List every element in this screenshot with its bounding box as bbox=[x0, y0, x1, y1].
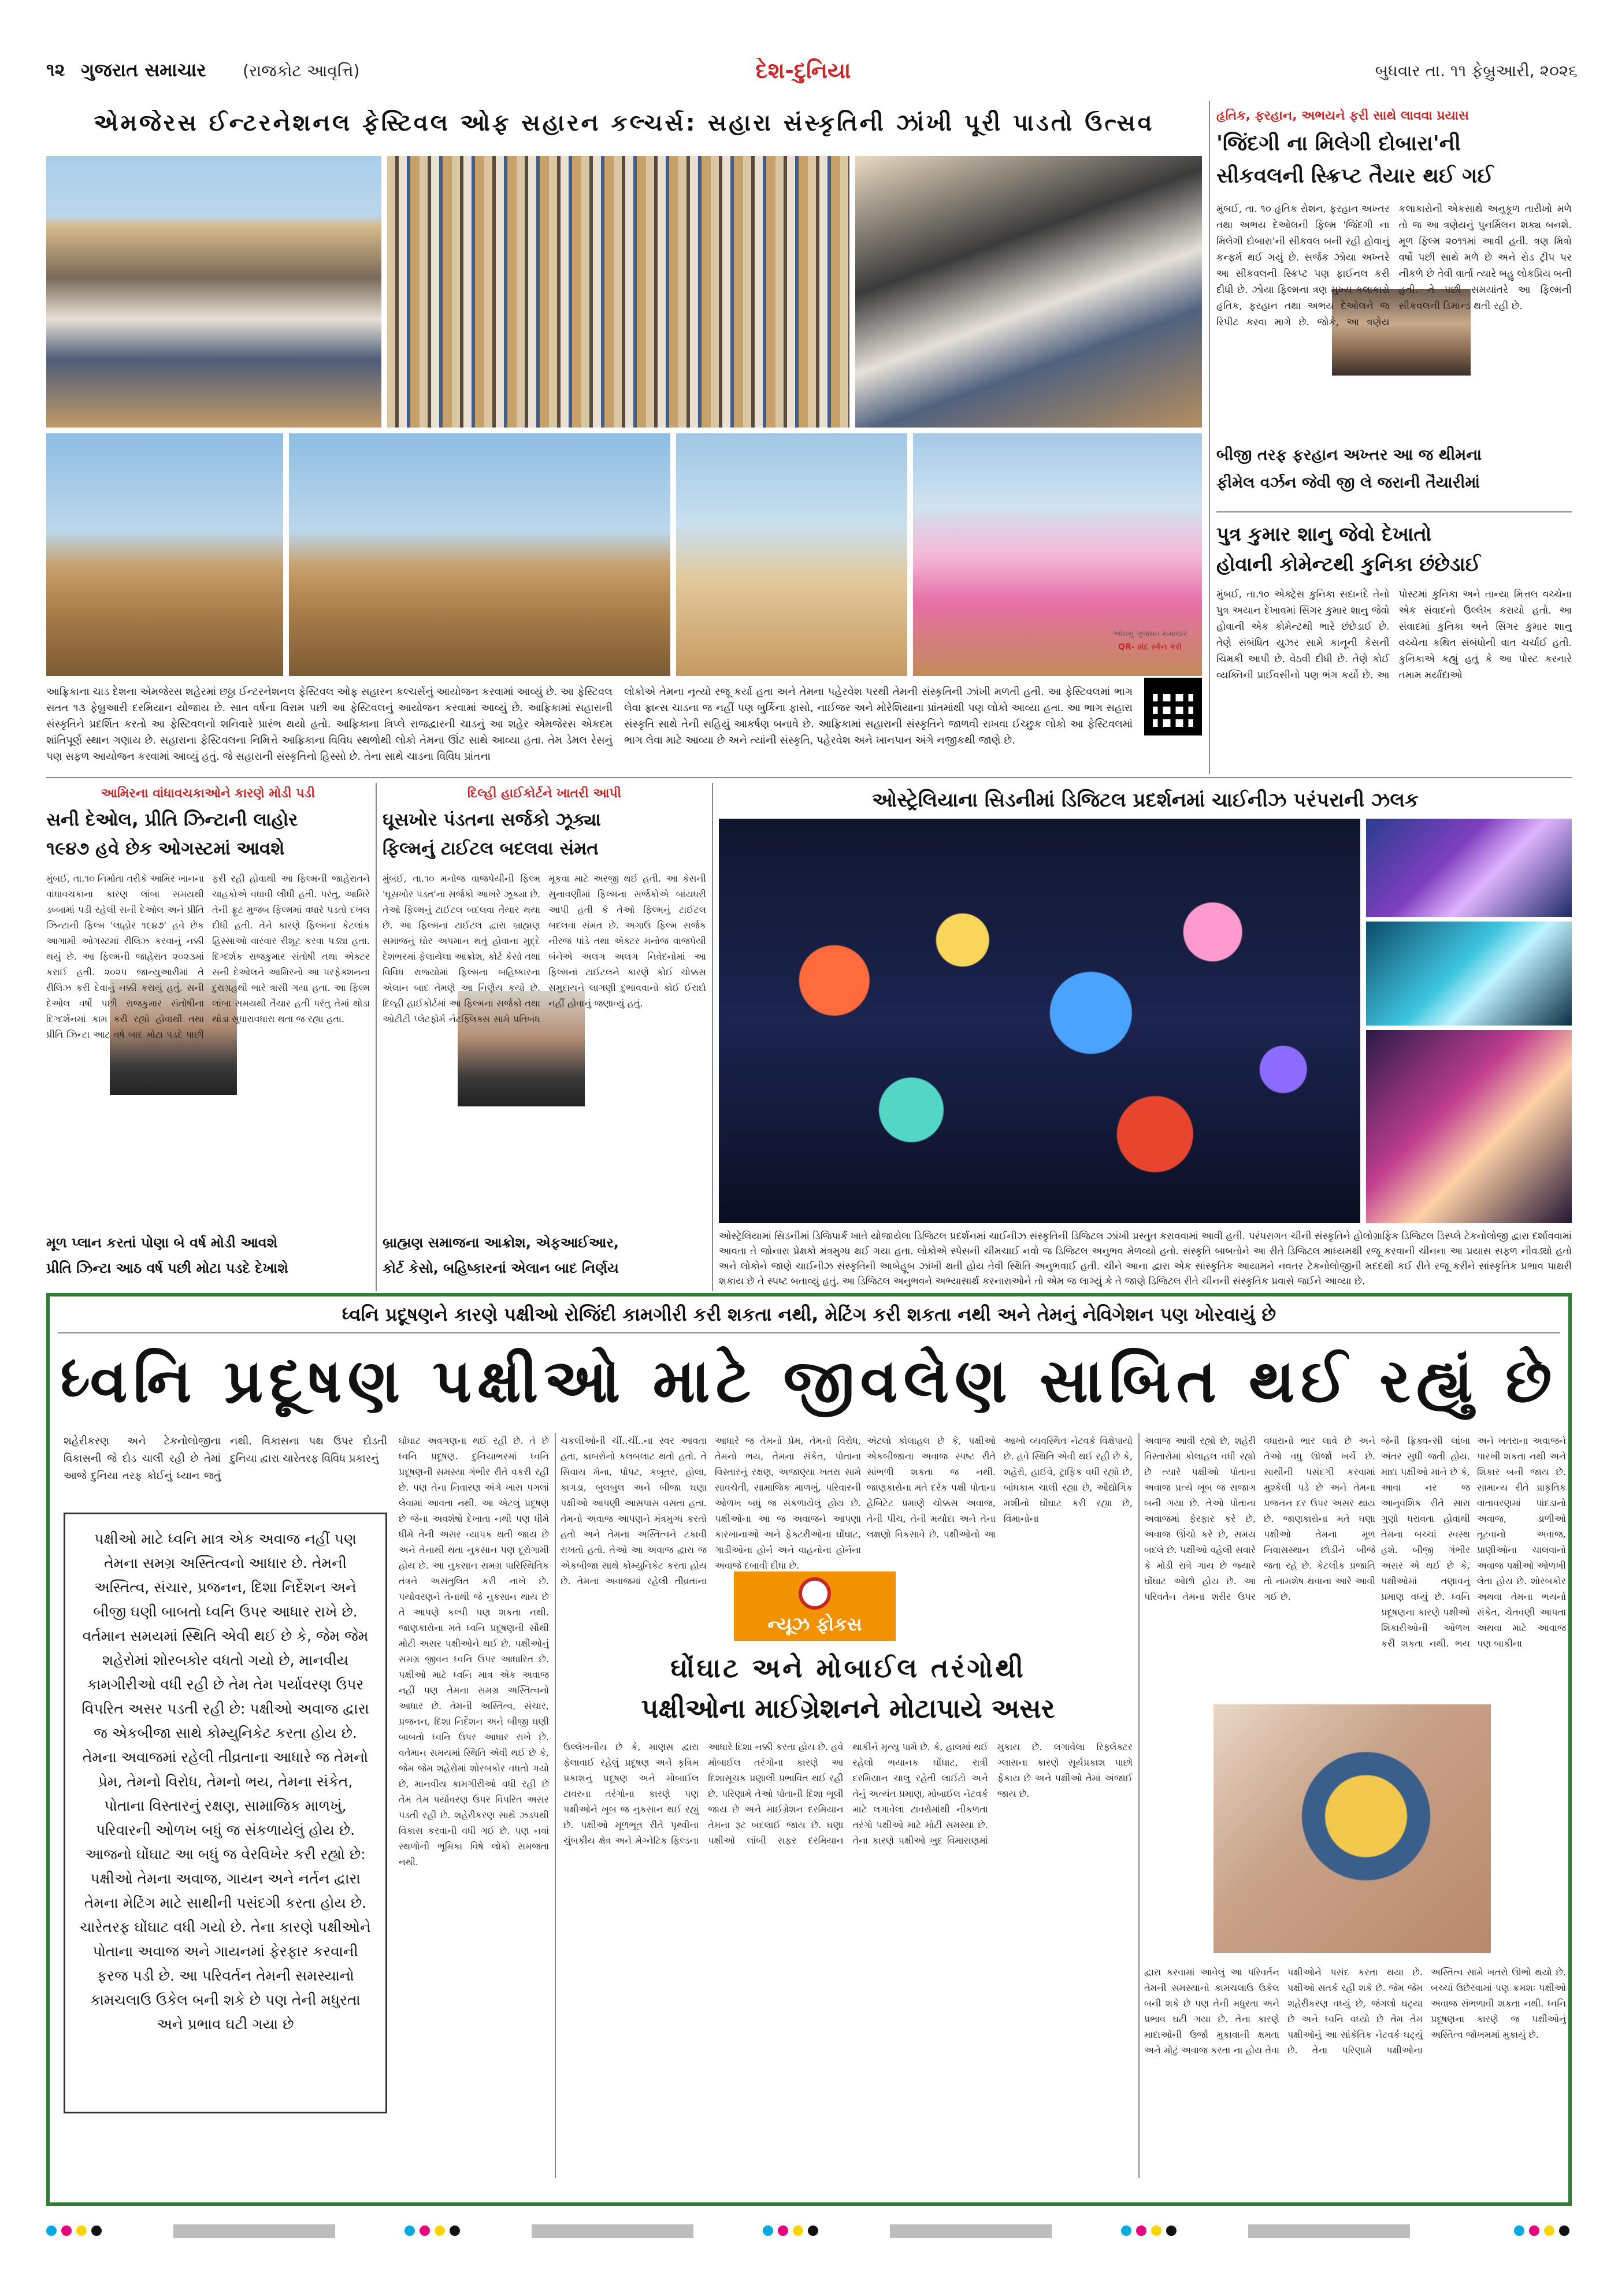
ghooskhor-footer-1: બ્રાહ્મણ સમાજના આક્રોશ, એફઆઈઆર, bbox=[383, 1235, 619, 1251]
shanu-story bbox=[1216, 517, 1572, 777]
magenta-dot bbox=[420, 2226, 430, 2236]
znmd-subhead-1: બીજી તરફ ફરહાન અખ્તર આ જ થીમના bbox=[1216, 446, 1482, 464]
magenta-dot bbox=[61, 2226, 72, 2236]
noise-pullquote bbox=[64, 1513, 387, 2113]
lahore-kicker: આમિરના વાંધાવચકાઓને કારણે મોડી પડી bbox=[101, 786, 316, 801]
paper-name: ગુજરાત સમાચાર bbox=[81, 59, 206, 81]
ghooskhor-headline-1: ઘૂસખોર પંડતના સર્જકો ઝૂક્યા bbox=[383, 809, 601, 830]
festival-photo-pink-dancers bbox=[913, 433, 1202, 676]
noise-body-c: એટલો કોલાહલ છે કે, પક્ષીઓ એકબીજાના અવાજ સ્પષ્ટ રીતે સાંભળી શકતા જ નથી. જાણકારોના મતે દરેક પક્ષી પોતાના હેબિટેટ પ્રમાણે ચોક્કસ અવાજ, તેની પીચ, તેની મર્યાદા અને તેના લક્ષણો વિકસાવે છે. પક્ષીઓનો આ આખો વ્યવસ્થિત નેટવર્ક વિક્ષેપાયો છે. હવે સ્થિતિ એવી થઈ રહી છે કે, શહેરો, હાઈવે, ટ્રાફિક વધી રહ્યો છે, બાંધકામ ચાલી રહ્યા છે, ઔદ્યોગિક મશીનો ઘોંઘાટ કરી રહ્યા છે, વિમાનોના bbox=[867, 1435, 1133, 1540]
sydney-photo-3 bbox=[1366, 1030, 1572, 1223]
news-focus-label: ન્યૂઝ ફોકસ bbox=[767, 1613, 862, 1635]
noise-headline: ધ્વનિ પ્રદૂષણ પક્ષીઓ માટે જીવલેણ સાબિત થઈ રહ્યું છે bbox=[60, 1346, 1558, 1416]
yellow-dot bbox=[793, 2226, 803, 2236]
yellow-dot bbox=[76, 2226, 87, 2236]
lahore-headline-2: ૧૯૪૭ હવે છેક ઓગસ્ટમાં આવશે bbox=[46, 838, 285, 859]
masthead bbox=[0, 0, 1618, 87]
festival-photo-camel-rider bbox=[46, 156, 381, 428]
noise-body-d: ઉલ્લેખનીય છે કે, માણસ દ્વારા ફેલાવાઈ રહેલું પ્રદૂષણ અને કૃત્રિમ પ્રકાશનું પ્રદૂષણ અને મોબાઈલ ટાવરના તરંગોના કારણે પણ પક્ષીઓને ખૂબ જ નુકસાન થઈ રહ્યું છે. પક્ષીઓ મૂળભૂત રીતે પૃથ્વીના ચુંબકીય ક્ષેત્ર અને મેગ્નેટિક ફિલ્ડના આધારે દિશા નક્કી કરતા હોય છે. હવે મોબાઈલ તરંગોના કારણે આ દિશાસૂચક પ્રણાલી પ્રભાવિત થઈ રહી છે. પરિણામે તેઓ પોતાની દિશા ભૂલી જાય છે અને માઈગ્રેશન દરમિયાન તેમના રૂટ બદલાઈ જાય છે. ઘણા પક્ષીઓ લાંબી સફર દરમિયાન થાકીને મૃત્યુ પામે છે. કે, હાલમાં થઈ રહેલો ભયાનક ઘોંઘાટ, રાત્રી દરમિયાન ચાલુ રહેતી લાઈટો અને તેનું અત્યંત પ્રમાણ, મોબાઈલ નેટવર્ક માટે લગાવેલા ટાવરોમાંથી નીકળતા તરંગો પક્ષીઓ માટે મોટી સમસ્યા છે. તેના કારણે પક્ષીઓ ખુદ વિમાસણમાં મુકાય છે. લગાવેલા રિફ્લેક્ટર ગ્લાસના કારણે સૂર્યપ્રકાશ પાછો ફેંકાય છે અને પક્ષીઓ તેમાં અંજાઈ જાય છે. bbox=[563, 1741, 1133, 1846]
page-number: ૧૨ bbox=[46, 60, 65, 80]
column-divider bbox=[1138, 1433, 1140, 2178]
registration-strip bbox=[1248, 2224, 1410, 2238]
bird-photo bbox=[1214, 1704, 1491, 1953]
column-divider bbox=[376, 783, 377, 1291]
registration-strip bbox=[173, 2224, 335, 2238]
column-divider bbox=[1209, 101, 1210, 774]
noise-body-f: જેની ફ્રિક્વન્સી લાંબા અંતર સુધી જતી હોય. માદા પક્ષીઓ માને છે કે, આવા નર જ આનુવંશિક રીતે સારા ગુણો ધરાવતા હોવાથી તેમના બચ્ચાં સ્વસ્થ હશે. બીજી ગંભીર અસર એ થઈ છે કે, પક્ષીઓમાં તણાવનું પ્રમાણ વધ્યું છે. ધ્વનિ પ્રદૂષણના કારણે પક્ષીઓ શિકારીઓની ઓળખ કરી શકતા નથી. ભય અને ખતરાના અવાજને પારખી શકતા નથી અને શિકાર બની જાય છે. સામાન્ય રીતે પ્રાકૃતિક વાતાવરણમાં પાંદડાનો અવાજ, ડાળીઓ તૂટવાનો અવાજ, પ્રાણીઓના ચાલવાનો અવાજ પક્ષીઓ ઓળખી લેતા હોય છે. શોરબકોર અથવા તેમના ભયનો સંકેત, ચેતવણી આપતા અથવા માટે આવાજ પણ બાકીના bbox=[1381, 1435, 1566, 1649]
znmd-kicker: હૃતિક, ફરહાન, અભયને ફરી સાથે લાવવા પ્રયાસ bbox=[1216, 109, 1469, 123]
noise-body-a: ઘોંઘાટ અવગણના થઈ રહી છે. તે છે ધ્વનિ પ્રદૂષણ. દુનિયાભરમાં ધ્વનિ પ્રદૂષણની સમસ્યા ગંભીર રીતે વકરી રહી છે. પણ તેના નિવારણ અંગે ખાસ પગલાં લેવામાં આવતા નથી. આ એટલું પ્રદૂષણ છે જેના અવશેષો દેખાતા નથી પણ ધીમે ધીમે તેની અસર વ્યાપક થતી જાય છે અને તેનાથી થતા નુકસાન પણ દૂરોગામી હોય છે. આ નુકસાન સમગ્ર પારિસ્થિતિક તંત્રને અસંતુલિત કરી નાખે છે. પર્યાવરણને તેનાથી જે નુકસાન થાય છે તે આપણે કલ્પી પણ શકતા નથી. જાણકારોના મતે ધ્વનિ પ્રદૂષણની સૌથી મોટી અસર પક્ષીઓને થઈ છે. પક્ષીઓનું સમગ્ર જીવન ધ્વનિ ઉપર આધારિત છે. પક્ષીઓ માટે ધ્વનિ માત્ર એક અવાજ નહીં પણ તેમના સમગ્ર અસ્તિત્વનો આધાર છે. તેમની અસ્તિત્વ, સંચાર, પ્રજનન, દિશા નિર્દેશન અને બીજી ઘણી બાબતો ધ્વનિ ઉપર આધાર રાખે છે. વર્તમાન સમયમાં સ્થિતિ એવી થઈ છે કે, જેમ જેમ શહેરોમાં શોરબકોર વધતો ગયો છે, માનવીય કામગીરીઓ વધી રહી છે તેમ તેમ પર્યાવરણ ઉપર વિપરિત અસર પડતી રહી છે. શહેરીકરણ સાથે ઝડપથી વિકાસ કરવાની વધી ગઈ છે. પણ નવાં સ્થળોની ભૂમિકા વિષે લોકો સમજતા નથી. bbox=[399, 1435, 549, 1867]
noise-body-g: દ્વારા કરવામાં આવેલું આ પરિવર્તન તેમની સમસ્યાનો કામચલાઉ ઉકેલ બની શકે છે પણ તેની મધુરતા અને પ્રભાવ ઘટી ગયા છે. તેના કારણે માદાઓની ઉર્જા મુકાવાની ક્ષમતા અને મોટું અવાજ કરતા ના હોય તેવા પક્ષીઓને પસંદ કરતા થયા છે. પક્ષીઓ સતર્ક રહી શકે છે. જેમ જેમ શહેરીકરણ વધ્યું છે, જંગલો ઘટ્યા છે અને ધ્વનિ વધ્યો છે તેમ તેમ પક્ષીઓનું આ સાંકેતિક નેટવર્ક ઘટ્યું છે. તેના પરિણામે પક્ષીઓના અસ્તિત્વ સામે ખતરો ઊભો થયો છે. બચ્ચાં ઉછેરવામાં પણ ક્રમશઃ પક્ષીઓ અવાજ સંભળાવી શકતા નથી. ધ્વનિ પ્રદૂષણના કારણે જ પક્ષીઓનું અસ્તિત્વ જોખમમાં મુકાયું છે. bbox=[1144, 1967, 1566, 2056]
festival-photo-desert-crowd bbox=[676, 433, 907, 676]
znmd-body: મુંબઈ, તા. ૧૦ હૃતિક રોશન, ફરહાન અખ્તર તથા અભય દેઓલની ફિલ્મ 'જિંદગી ના મિલેગી દોબારા'ની સીકવલ બની રહી હોવાનું કન્ફર્મ થઈ ગયું છે. સર્જક ઝોયા અખ્તરે આ સીકવલની સ્ક્રિપ્ટ પણ ફાઈનલ કરી દીધી છે. ઝોયા ફિલ્મના ત્રણ મુખ્ય કલાકારો હૃતિક, ફરહાન તથા અભય દેઓલને જ રિપીટ કરવા માગે છે. જોકે, આ ત્રણેય કલાકારોની એકસાથે અનુકૂળ તારીખો મળે તો જ આ ત્રણેયનું પુનર્મિલન શક્ય બનશે. મૂળ ફિલ્મ ૨૦૧૧માં આવી હતી. ત્રણ મિત્રો વર્ષો પછી સાથે મળે છે અને રોડ ટ્રીપ પર નીકળે છે તેવી વાર્તા ત્યારે બહુ લોકપ્રિય બની હતી. તે પછી સમયાંતરે આ ફિલ્મની સીકવલની ડિમાન્ડ થતી રહી છે. bbox=[1216, 203, 1572, 328]
festival-caption-right: લોકોએ તેમના નૃત્યો રજૂ કર્યા હતા અને તેમના પહેરવેશ પરથી તેમની સંસ્કૃતિની ઝાંખી મળતી હતી. આ ફેસ્ટિવલમાં ભાગ લેવા ફ્રાન્સ ચાડના જ નહીં પણ બુર્કિના ફાસો, નાઈજર અને મોરેશિયાના પ્રાંતમાંથી પણ લોકો આવ્યા હતા. આ ભાગ સહારા સંસ્કૃતિ સાથે તેની સહિયું આકર્ષણ બનાવે છે. આફ્રિકામાં સહારાની સંસ્કૃતિને જાળવી રાખવા ઈચ્છુક લોકો આ ફેસ્ટિવલમાં ભાગ લેવા માટે આવ્યા છે અને ત્યાંની સંસ્કૃતિ, પહેરવેશ અને ખાનપાન અંગે નજીકથી જાણે છે. bbox=[624, 686, 1133, 746]
registration-strip bbox=[532, 2224, 693, 2238]
znmd-subhead-2: ફીમેલ વર્ઝન જેવી જી લે જરાની તૈયારીમાં bbox=[1216, 474, 1480, 492]
black-dot bbox=[1559, 2226, 1569, 2236]
black-dot bbox=[91, 2226, 102, 2236]
festival-photo-dancers bbox=[855, 156, 1202, 428]
sydney-headline: ઓસ્ટ્રેલિયાના સિડનીમાં ડિજિટલ પ્રદર્શનમાં ચાઈનીઝ પરંપરાની ઝલક bbox=[871, 789, 1419, 812]
noise-body-e: અવાજ આવી રહ્યો છે, શહેરી વિસ્તારોમાં કોલાહલ વધી રહ્યો છે ત્યારે પક્ષીઓ પોતાના અવાજ પ્રત્યે ખૂબ જ સજાગ બની ગયા છે. તેઓ પોતાના અવાજમાં ફેરફાર કરે છે, અવાજ ઊંચો કરે છે, સમય બદલે છે. પક્ષીઓ વહેલી સવારે કે મોડી રાત્રે ગાય છે જ્યારે ઘોંઘાટ ઓછો હોય છે. આ પરિવર્તન તેમના શરીર ઉપર વધારાનો ભાર લાવે છે અને તેઓ વધુ ઊર્જા ખર્ચે છે. સાથીની પસંદગી કરવામાં મુશ્કેલી પડે છે અને તેમના પ્રજનન દર ઉપર અસર થાય છે. જાણકારોના મતે ઘણા પક્ષીઓ તેમના મૂળ નિવાસસ્થાન છોડીને બીજે જતા રહે છે. કેટલીક પ્રજાતિ તો નામશેષ થવાના આરે આવી ગઈ છે. bbox=[1144, 1435, 1375, 1602]
festival-photo-camels bbox=[289, 433, 670, 676]
column-divider bbox=[712, 783, 713, 1291]
sydney-photo-lanterns bbox=[719, 819, 1360, 1223]
sydney-photo-2 bbox=[1366, 922, 1572, 1026]
pullquote-text: પક્ષીઓ માટે ધ્વનિ માત્ર એક અવાજ નહીં પણ તેમના સમગ્ર અસ્તિત્વનો આધાર છે. તેમની અસ્તિત્વ, સંચાર, પ્રજનન, દિશા નિર્દેશન અને બીજી ઘણી બાબતો ધ્વનિ ઉપર આધાર રાખે છે. વર્તમાન સમયમાં સ્થિતિ એવી થઈ છે કે, જેમ જેમ શહેરોમાં શોરબકોર વધતો ગયો છે, માનવીય કામગીરીઓ વધી રહી છે તેમ તેમ પર્યાવરણ ઉપર વિપરિત અસર પડતી રહી છે: પક્ષીઓ અવાજ દ્વારા જ એકબીજા સાથે કોમ્યુનિકેટ કરતા હોય છે. તેમના અવાજમાં રહેલી તીવ્રતાના આધારે જ તેમનો પ્રેમ, તેમનો વિરોધ, તેમનો ભય, તેમના સંકેત, પોતાના વિસ્તારનું રક્ષણ, સામાજિક માળખું, પરિવારની ઓળખ બધું જ સંકળાયેલું હોય છે. આજનો ઘોંઘાટ આ બધું જ વેરવિખેર કરી રહ્યો છે: પક્ષીઓ તેમના અવાજ, ગાયન અને નર્તન દ્વારા તેમના મેટિંગ માટે સાથીની પસંદગી કરતા હોય છે. ચારેતરફ ઘોંઘાટ વધી ગયો છે. તેના કારણે પક્ષીઓને પોતાના અવાજ અને ગાયનમાં ફેરફાર કરવાની ફરજ પડી છે. આ પરિવર્તન તેમની સમસ્યાનો કામચલાઉ ઉકેલ બની શકે છે પણ તેની મધુરતા અને પ્રભાવ ઘટી ગયા છે bbox=[80, 1530, 371, 2033]
sydney-photo-1 bbox=[1366, 819, 1572, 917]
ghooskhor-footer-2: કોર્ટ કેસો, બહિષ્કારનાં એલાન બાદ નિર્ણય bbox=[383, 1260, 619, 1276]
section-divider bbox=[46, 777, 1572, 778]
ghooskhor-headline-2: ફિલ્મનું ટાઈટલ બદલવા સંમત bbox=[383, 838, 599, 859]
znmd-story bbox=[1216, 104, 1572, 508]
noise-intro: શહેરીકરણ અને ટેકનોલોજીના વિકાસની જે દોડ ચાલી રહી છે તેમાં આજે દુનિયા તરફ કોઈનું ધ્યાન જતું નથી. વિકાસના પથ ઉપર દોડતી દુનિયા દ્વારા ચારેતરફ વિવિધ પ્રકારનું bbox=[64, 1435, 387, 1482]
registration-strip bbox=[890, 2224, 1052, 2238]
section-divider bbox=[1216, 511, 1572, 512]
section-label: દેશ-દુનિયા bbox=[755, 58, 851, 83]
ghooskhor-story bbox=[383, 783, 706, 1291]
znmd-headline-1: 'જિંદગી ના મિલેગી દોબારા'ની bbox=[1216, 132, 1461, 155]
cyan-dot bbox=[763, 2226, 773, 2236]
registration-footer bbox=[46, 2217, 1572, 2246]
festival-story bbox=[46, 97, 1202, 773]
noise-kicker: ધ્વનિ પ્રદૂષણને કારણે પક્ષીઓ રોજિંદી કામગીરી કરી શકતા નથી, મેટિંગ કરી શકતા નથી અને તેમનું નેવિગેશન પણ ખોરવાયું છે bbox=[342, 1303, 1276, 1325]
lahore-headline-1: સની દેઓલ, પ્રીતિ ઝિન્ટાની લાહોર bbox=[46, 809, 298, 830]
festival-caption-left: આફ્રિકાના ચાડ દેશના એમજેરસ શહેરમાં છઠ્ઠા ઈન્ટરનેશનલ ફેસ્ટિવલ ઓફ સહારન કલ્ચર્સનું આયોજન કરવામાં આવ્યું છે. આ ફેસ્ટિવલ સતત ૧૩ ફેબ્રુઆરી દરમિયાન યોજાય છે. સાત વર્ષના વિરામ પછી આ ફેસ્ટિવલનું આયોજન કરવામાં આવ્યું છે. આફ્રિકામાં સહારાની સંસ્કૃતિને પ્રદર્શિત કરતો આ ફેસ્ટિવલનો શનિવારે પ્રારંભ થયો હતો. આફ્રિકાના ત્રિપ્લે રાજદ્વારની ચાડનું આ શહેર એમજેરસ એકદમ શાંતિપૂર્ણ સ્થાન ગણાય છે. સહારાના ફેસ્ટિવલના નિમિત્તે આફ્રિકાના વિવિધ સ્થળોથી લોકો તેમના ઊંટ સાથે આવ્યા હતા. તેમ ડેમલ રેસનું પણ સફળ આયોજન કરવામાં આવ્યું હતું. જે સહારાની સંસ્કૃતિનો હિસ્સો છે. તેના સાથે ચાડના વિવિધ પ્રાંતના bbox=[46, 686, 613, 763]
yellow-dot bbox=[435, 2226, 445, 2236]
shanu-body: મુંબઈ, તા.૧૦ એક્ટ્રેસ કુનિકા સદાનંદે તેનો પુત્ર અયાન દેખાવમાં સિંગર કુમાર શાનુ જેવો હોવાની એક કોમેન્ટથી ભારે છંછેડાઈ છે. તેણે સંબંધિત યુઝર સામે કાનૂની કેસની ચિમકી આપી છે. વેઠવી દીધી છે. તેણે કોઈ વ્યક્તિની પ્રાઈવસીનો પણ ભંગ કર્યો છે. આ પોસ્ટમાં કુનિકા અને તાન્યા મિત્તલ વચ્ચેના એક સંવાદનો ઉલ્લેખ કરાયો હતો. આ સંવાદમાં કુનિકા અને સિંગર કુમાર શાનુ વચ્ચેના કથિત સંબંધોની વાત ચર્ચાઈ હતી. કુનિકાએ કહ્યું હતું કે આ પોસ્ટ કરનારે તમામ મર્યાદાઓ bbox=[1216, 589, 1572, 681]
magenta-dot bbox=[778, 2226, 788, 2236]
ghooskhor-kicker: દિલ્હી હાઈકોર્ટને ખાતરી આપી bbox=[467, 786, 622, 801]
lahore-body: મુંબઈ, તા.૧૦ નિર્માતા તરીકે આમિર ખાનના વાંધાવચકાના કારણ લાંબા સમયથી ડબ્બામાં પડી રહેલી સની દેઓલ અને પ્રીતિ ઝિન્ટાની ફિલ્મ 'લાહોર ૧૯૪૭' હવે છેક આગામી ઓગસ્ટમાં રીલિઝ કરવાનું નક્કી થયું છે. આ ફિલ્મની જાહેરાત ૨૦૨૩માં કરાઈ હતી. ૨૦૨૫ જાન્યુઆરીમાં તે રીલિઝ કરી દેવાનું નક્કી કરાયું હતું. સની દેઓલ વર્ષો પછી રાજકુમાર સંતોષીના દિગ્દર્શનમાં કામ કરી રહ્યો હોવાથી તથા પ્રીતિ ઝિન્ટા આટ વર્ષ બાદ મોટા પડદે પાછી ફરી રહી હોવાથી આ ફિલ્મની જાહેરાતને ચાહકોએ વધાવી લીધી હતી. પરંતુ, આમિરે તેની ફ્રૂટ મુજબ ફિલ્મમાં વધારે પડતો દખલ દીધી હતી. તેને કારણે ફિલ્મના કેટલાંક હિસ્સાઓ વારંવાર રીશૂટ કરવા પડ્યા હતા. દિગ્દર્શક રાજકુમાર સંતોષી તથા એક્ટર સની દેઓલને આમિરનો આ પરફેક્શનના દુરાગ્રહથી ભારે ત્રાસી ગયા હતા. આ ફિલ્મ લાંબા સમયથી તૈયાર હતી પરંતુ તેમાં થોડા થોડા સુધારાવધારા થતા જ રહ્યા હતા. bbox=[46, 873, 370, 1040]
shanu-headline-2: હોવાની કોમેન્ટથી કુનિકા છંછેડાઈ bbox=[1216, 553, 1481, 576]
festival-photo-musician bbox=[46, 433, 283, 676]
qr-brand-label: ઓલસુ ગુજરાત સમાચાર bbox=[1112, 630, 1187, 638]
cyan-dot bbox=[1121, 2226, 1131, 2236]
lahore-footer-1: મૂળ પ્લાન કરતાં પોણા બે વર્ષ મોડી આવશે bbox=[46, 1235, 278, 1251]
sydney-caption: ઓસ્ટ્રેલિયામાં સિડનીમાં ડિજિપાર્ક ખાતે યોજાયેલા ડિજિટલ પ્રદર્શનમાં ચાઈનીઝ સંસ્કૃતિની ડિજિટલ ઝાંખી પ્રસ્તુત કરાવવામાં આવી હતી. પરંપરાગત ચીની સંસ્કૃતિને હોલોગ્રાફિક ડિજિટલ ડિસ્પ્લે ટેકનોલોજી દ્વારા દર્શાવવામાં આવતા તે જોનારા પ્રેક્ષકો મંત્રમુગ્ધ થઈ ગયા હતા. લોકોએ સ્પેસની ચીમચાઈ નવો જ ડિજિટલ અનુભવ મેળવ્યો હતો. સંસ્કૃતિ બાબતોને આ રીતે ડિજિટલ માધ્યમથી રજૂ કરવાની ચીનના આ પ્રયાસ સફળ નીવડ્યો હતો અને લોકોને જાણે ચાઈનીઝ સંસ્કૃતિની આબેહૂબ ઝાંખી થતી હોય તેવી સ્થિતિ અનુભવાઈ હતી. ચીને આના દ્વારા એક સાંસ્કૃતિક આયામને નવતર ટેકનોલોજીની મદદથી કઈ રીતે રજૂ કરીને સાંસ્કૃતિક પ્રભાવ પાથરી શકાય છે તે સ્પષ્ટ બતાવ્યું હતું. આ ડિજિટલ અનુભવને અભ્યાસાર્થ કરનારાઓને તો એમ જ લાગ્યું કે તે જાણે ડિજિટલ રીતે ચીનની સંસ્કૃતિક પ્રવાસે જઈને આવ્યા છે. bbox=[719, 1231, 1572, 1287]
kicker-rule bbox=[58, 1332, 1560, 1333]
black-dot bbox=[808, 2226, 818, 2236]
cyan-dot bbox=[1514, 2226, 1524, 2236]
znmd-headline-2: સીકવલની સ્ક્રિપ્ટ તૈયાર થઈ ગઈ bbox=[1216, 164, 1494, 188]
noise-sub-headline-2: પક્ષીઓના માઈગ્રેશનને મોટાપાયે અસર bbox=[641, 1693, 1055, 1724]
yellow-dot bbox=[1544, 2226, 1554, 2236]
magenta-dot bbox=[1136, 2226, 1146, 2236]
qr-scan-label: QR- સંદ સ્કેન કરો bbox=[1118, 642, 1182, 652]
magenta-dot bbox=[1529, 2226, 1539, 2236]
yellow-dot bbox=[1151, 2226, 1161, 2236]
black-dot bbox=[1166, 2226, 1177, 2236]
sydney-story bbox=[719, 783, 1572, 1291]
noise-body-b: ચકલીઓની ચીં..ચીં..ના સ્વર આવતા હતા, કાબરોનો કલબલાટ થતો હતો. તે સિવાય મેના, પોપટ, કબૂતર, હોલા, કાગડા, બુલબુલ અને બીજા ઘણા પક્ષીઓ આપણી આસપાસ વસતા હતા. તેમનો અવાજ આપણને મંત્રમુગ્ધ કરતો હતો અને તેમના અસ્તિત્વને ટકાવી રાખતો હતો. તેઓ આ અવાજ દ્વારા જ એકબીજા સાથે કોમ્યુનિકેટ કરતા હોય છે. તેમના અવાજમાં રહેલી તીવ્રતાના આધારે જ તેમનો પ્રેમ, તેમનો વિરોધ, તેમનો ભય, તેમના સંકેત, પોતાના વિસ્તારનું રક્ષણ, અજાણ્યા ખતરા સામે સાવચેતી, સામાજિક માળખું, પરિવારની ઓળખ બધું જ સંકળાયેલું હોય છે. પક્ષીઓના આ જ અવાજને આપણા કારખાનાઓ અને ફેક્ટરીઓના ઘોંઘાટ, ગાડીઓના હોર્ન અને વાહનોના હોર્નના અવાજે દબાવી દીધા છે. bbox=[561, 1435, 861, 1587]
qr-code[interactable] bbox=[1144, 678, 1202, 735]
date-line: બુધવાર તા. ૧૧ ફેબ્રુઆરી, ૨૦૨૬ bbox=[1375, 61, 1578, 80]
black-dot bbox=[450, 2226, 460, 2236]
festival-headline: એમજેરસ ઈન્ટરનેશનલ ફેસ્ટિવલ ઓફ સહારન કલ્ચર્સ: સહારા સંસ્કૃતિની ઝાંખી પૂરી પાડતો ઉત્સવ bbox=[94, 110, 1155, 136]
noise-sub-headline-1: ઘોંઘાટ અને મોબાઈલ તરંગોથી bbox=[670, 1652, 1026, 1684]
lahore-footer-2: પ્રીતિ ઝિન્ટા આઠ વર્ષ પછી મોટા પડદે દેખાશે bbox=[46, 1260, 288, 1276]
lahore-story bbox=[46, 783, 370, 1291]
edition-label: (રાજકોટ આવૃત્તિ) bbox=[243, 61, 360, 80]
ghooskhor-body: મુંબઈ, તા.૧૦ મનોજ વાજપેયીની ફિલ્મ 'ઘૂસખોર પંડત'ના સર્જકો આખરે ઝૂક્યા છે. તેઓ ફિલ્મનું ટાઈટલ બદલવા તૈયાર થયા છે. આ ફિલ્મના ટાઈટલ દ્વારા બ્રાહ્મણ સમાજનું ઘોર અપમાન થતું હોવાના મુદ્દે દેશભરમાં ફેલાયેલા આક્રોશ, કોર્ટ કેસો તથા વિવિધ રાજ્યોમાં ફિલ્મના બહિષ્કારના એલાન બાદ તેમણે આ નિર્ણય કર્યો છે. દિલ્હી હાઈકોર્ટમાં આ ફિલ્મના સર્જકો તથા ઓટીટી પ્લેટફોર્મ નેટફ્લિક્સ સામે પ્રતિબંધ મૂકવા માટે અરજી થઈ હતી. આ કેસની સુનાવણીમાં ફિલ્મના સર્જકોએ બાંયધરી આપી હતી કે તેઓ ફિલ્મનું ટાઈટલ બદલવા સંમત છે. અગાઉ ફિલ્મ સર્જક નીરજ પાંડે તથા એક્ટર મનોજ વાજપેયી બંનેએ અલગ અલગ નિવેદનોમાં આ ફિલ્મનાં ટાઈટલને કારણે કોઈ ચોક્કસ સમુદાયને લાગણી દુભાવવાનો કોઈ ઈરાદો નહીં હોવાનું જણાવ્યું હતું. bbox=[383, 873, 706, 1024]
news-focus-badge bbox=[734, 1571, 896, 1641]
eye-icon bbox=[799, 1577, 831, 1610]
festival-photo-crowd bbox=[387, 156, 849, 428]
cyan-dot bbox=[46, 2226, 57, 2236]
shanu-headline-1: પુત્ર કુમાર શાનુ જેવો દેખાતો bbox=[1216, 523, 1432, 546]
column-divider bbox=[555, 1433, 556, 2178]
cyan-dot bbox=[404, 2226, 415, 2236]
